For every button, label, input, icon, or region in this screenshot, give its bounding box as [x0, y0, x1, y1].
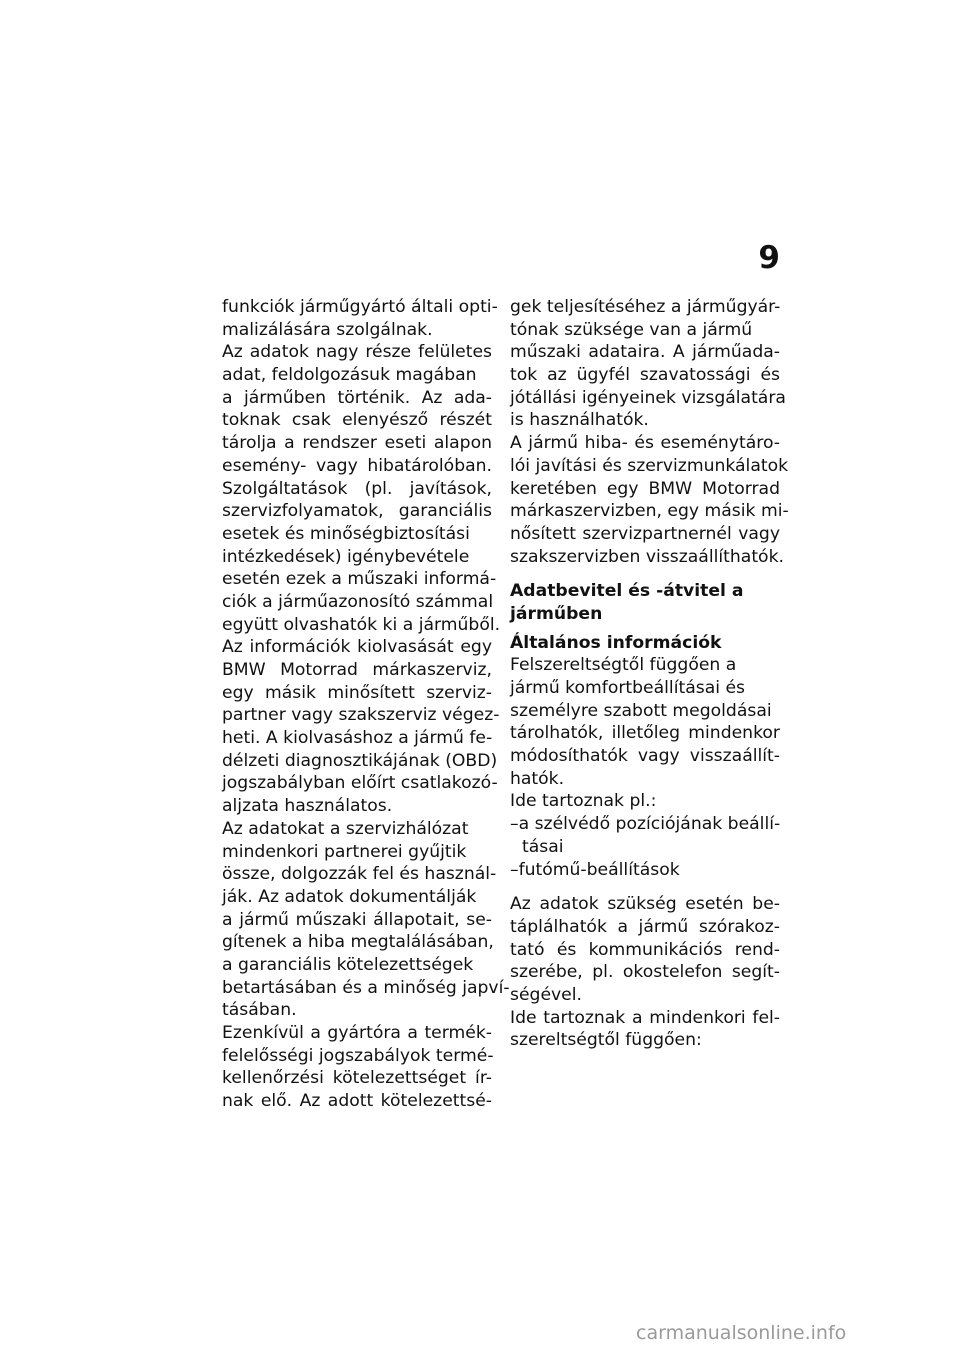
text-line: esemény- vagy hibatárolóban. [222, 455, 492, 476]
list-item [510, 813, 780, 858]
text-line: jótállási igényeinek vizsgálatára [510, 387, 786, 408]
text-line: Szolgáltatások (pl. javítások, [222, 478, 492, 499]
text-line: Az információk kiolvasását egy [222, 637, 492, 658]
text-line: tárolhatók, illetőleg mindenkor [510, 723, 780, 744]
text-line: felelősségi jogszabályok termé- [222, 1045, 494, 1066]
text-line: mindenkori partnerei gyűjtik [222, 841, 467, 862]
page-number: 9 [758, 240, 780, 276]
text-line: táplálhatók a jármű szórakoz- [510, 916, 780, 937]
right-paragraph-comfort-settings [510, 654, 780, 813]
text-line: partner vagy szakszerviz végez- [222, 705, 500, 726]
text-line: gítenek a hiba megtalálásában, [222, 932, 494, 953]
text-line: jogszabályban előírt csatlakozó- [222, 773, 498, 794]
text-line: Az adatok nagy része felületes [222, 342, 492, 363]
text-line: személyre szabott megoldásai [510, 700, 772, 721]
text-line: Az adatokat a szervizhálózat [222, 818, 469, 839]
text-line: szereltségtől függően: [510, 1030, 702, 1051]
text-line: hatók. [510, 768, 565, 789]
text-line: nősített szervizpartnernél vagy [510, 523, 780, 544]
text-line: BMW Motorrad márkaszerviz, [222, 660, 492, 680]
list-item-text: –futómű-beállítások [510, 859, 680, 880]
text-line: ségével. [510, 984, 582, 1005]
text-line: együtt olvashatók ki a járműből. [222, 614, 501, 635]
right-paragraph-warranty [510, 296, 789, 568]
text-line: jármű komfortbeállításai és [510, 678, 746, 698]
right-paragraph-infotainment [510, 893, 780, 1052]
text-line: aljzata használatos. [222, 796, 393, 817]
text-line: intézkedések) igénybevétele [222, 546, 470, 567]
text-line: Felszereltségtől függően a [510, 655, 737, 676]
text-line: egy másik minősített szerviz- [222, 682, 492, 703]
text-line: délzeti diagnosztikájának (OBD) [222, 750, 498, 771]
list-item-text: –a szélvédő pozíciójának beállí- [510, 814, 781, 835]
text-line: gek teljesítéséhez a járműgyár- [510, 297, 781, 317]
text-line: kellenőrzési kötelezettséget ír- [222, 1068, 492, 1089]
text-line: Ezenkívül a gyártóra a termék- [222, 1023, 492, 1043]
text-line: a garanciális kötelezettségek [222, 954, 474, 975]
text-line: Ide tartoznak pl.: [510, 791, 657, 812]
text-line: Ide tartoznak a mindenkori fel- [510, 1007, 780, 1028]
left-column [222, 296, 510, 1113]
settings-list [510, 813, 780, 881]
text-line: keretében egy BMW Motorrad [510, 478, 780, 499]
text-line: A jármű hiba- és eseménytáro- [510, 433, 780, 454]
heading-line: járműben [510, 603, 603, 624]
section-heading-data-transfer [510, 580, 780, 625]
text-line: szervizfolyamatok, garanciális [222, 501, 492, 522]
text-line: is használhatók. [510, 410, 649, 431]
text-line: Az adatok szükség esetén be- [510, 894, 780, 915]
text-line: ciók a járműazonosító számmal [222, 591, 494, 612]
list-item-text: tásai [522, 836, 564, 857]
text-line: adat, feldolgozásuk magában [222, 365, 477, 386]
text-line: módosíthatók vagy visszaállít- [510, 746, 780, 767]
text-line: heti. A kiolvasáshoz a jármű fe- [222, 728, 493, 749]
text-line: márkaszervizben, egy másik mi- [510, 501, 789, 522]
right-column [510, 296, 789, 1052]
text-line: a jármű műszaki állapotait, se- [222, 909, 492, 930]
text-line: funkciók járműgyártó általi opti- [222, 297, 498, 317]
text-line: tásában. [222, 1000, 297, 1021]
text-line: nak elő. Az adott kötelezettsé- [222, 1091, 492, 1112]
text-line: tárolja a rendszer eseti alapon [222, 433, 492, 454]
text-line: tató és kommunikációs rend- [510, 939, 780, 960]
text-line: műszaki adataira. A járműada- [510, 342, 780, 363]
text-line: szakszervizben visszaállíthatók. [510, 546, 784, 567]
text-line: össze, dolgozzák fel és használ- [222, 864, 497, 885]
text-line: toknak csak elenyésző részét [222, 410, 492, 431]
text-line: szerébe, pl. okostelefon segít- [510, 962, 780, 983]
watermark: carmanualsonline.info [636, 1322, 847, 1344]
text-line: esetén ezek a műszaki informá- [222, 569, 497, 590]
text-line: betartásában és a minőség japví- [222, 977, 510, 998]
text-line: malizálására szolgálnak. [222, 319, 433, 340]
text-line: tok az ügyfél szavatossági és [510, 365, 780, 386]
text-line: lói javítási és szervizmunkálatok [510, 455, 789, 476]
text-line: a járműben történik. Az ada- [222, 387, 492, 408]
text-line: tónak szüksége van a jármű [510, 319, 753, 340]
text-line: ják. Az adatok dokumentálják [222, 886, 477, 907]
list-item [510, 859, 780, 882]
heading-line: Adatbevitel és -átvitel a [510, 581, 744, 602]
text-line: esetek és minőségbiztosítási [222, 523, 470, 544]
subheading-general-info: Általános információk [510, 632, 722, 653]
